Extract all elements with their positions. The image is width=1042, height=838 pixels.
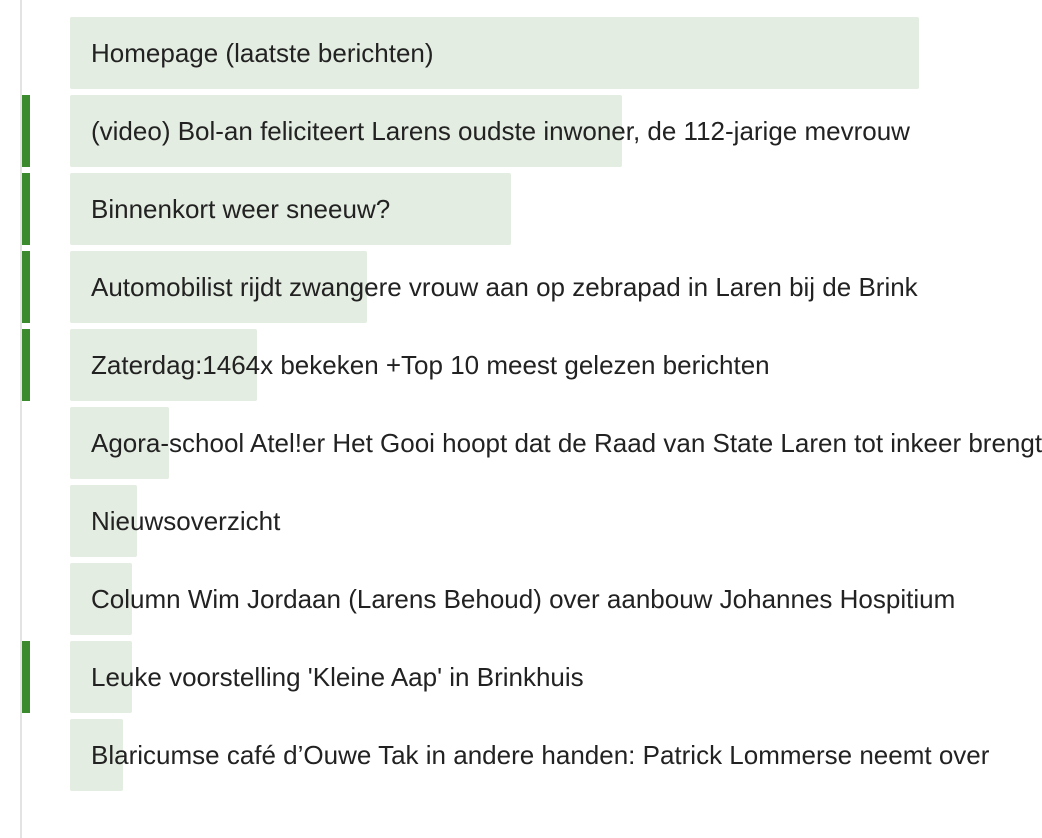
page-row[interactable] (0, 329, 968, 401)
page-title-link[interactable]: Homepage (laatste berichten) (91, 38, 434, 68)
page-title-link[interactable]: Column Wim Jordaan (Larens Behoud) over aanbouw Johannes Hospitium (91, 584, 956, 614)
page-row[interactable] (0, 251, 968, 323)
page-row[interactable] (0, 641, 968, 713)
highlight-marker (22, 173, 30, 245)
page-title-link[interactable]: (video) Bol-an feliciteert Larens oudste inwoner, de 112-jarige mevrouw (91, 116, 910, 146)
highlight-marker (22, 641, 30, 713)
page-title-link[interactable]: Automobilist rijdt zwangere vrouw aan op zebrapad in Laren bij de Brink (91, 272, 918, 302)
page-row[interactable] (0, 407, 1042, 479)
page-row[interactable] (0, 17, 968, 89)
page-title-link[interactable]: Zaterdag:1464x bekeken +Top 10 meest gelezen berichten (91, 350, 770, 380)
page-title-link[interactable]: Agora-school Atel!er Het Gooi hoopt dat de Raad van State Laren tot inkeer brengt (91, 428, 1042, 458)
page-title-link[interactable]: Leuke voorstelling 'Kleine Aap' in Brinkhuis (91, 662, 584, 692)
page-title-link[interactable]: Blaricumse café d’Ouwe Tak in andere handen: Patrick Lommerse neemt over (91, 740, 990, 770)
highlight-marker (22, 251, 30, 323)
page-row[interactable] (0, 485, 968, 557)
page-row[interactable] (0, 95, 968, 167)
page-title-link[interactable]: Nieuwsoverzicht (91, 506, 281, 536)
page-title-link[interactable]: Binnenkort weer sneeuw? (91, 194, 391, 224)
page-row[interactable] (0, 173, 968, 245)
page-row[interactable] (0, 719, 990, 791)
page-row[interactable] (0, 563, 968, 635)
top-pages-list (0, 17, 1042, 797)
highlight-marker (22, 329, 30, 401)
highlight-marker (22, 95, 30, 167)
